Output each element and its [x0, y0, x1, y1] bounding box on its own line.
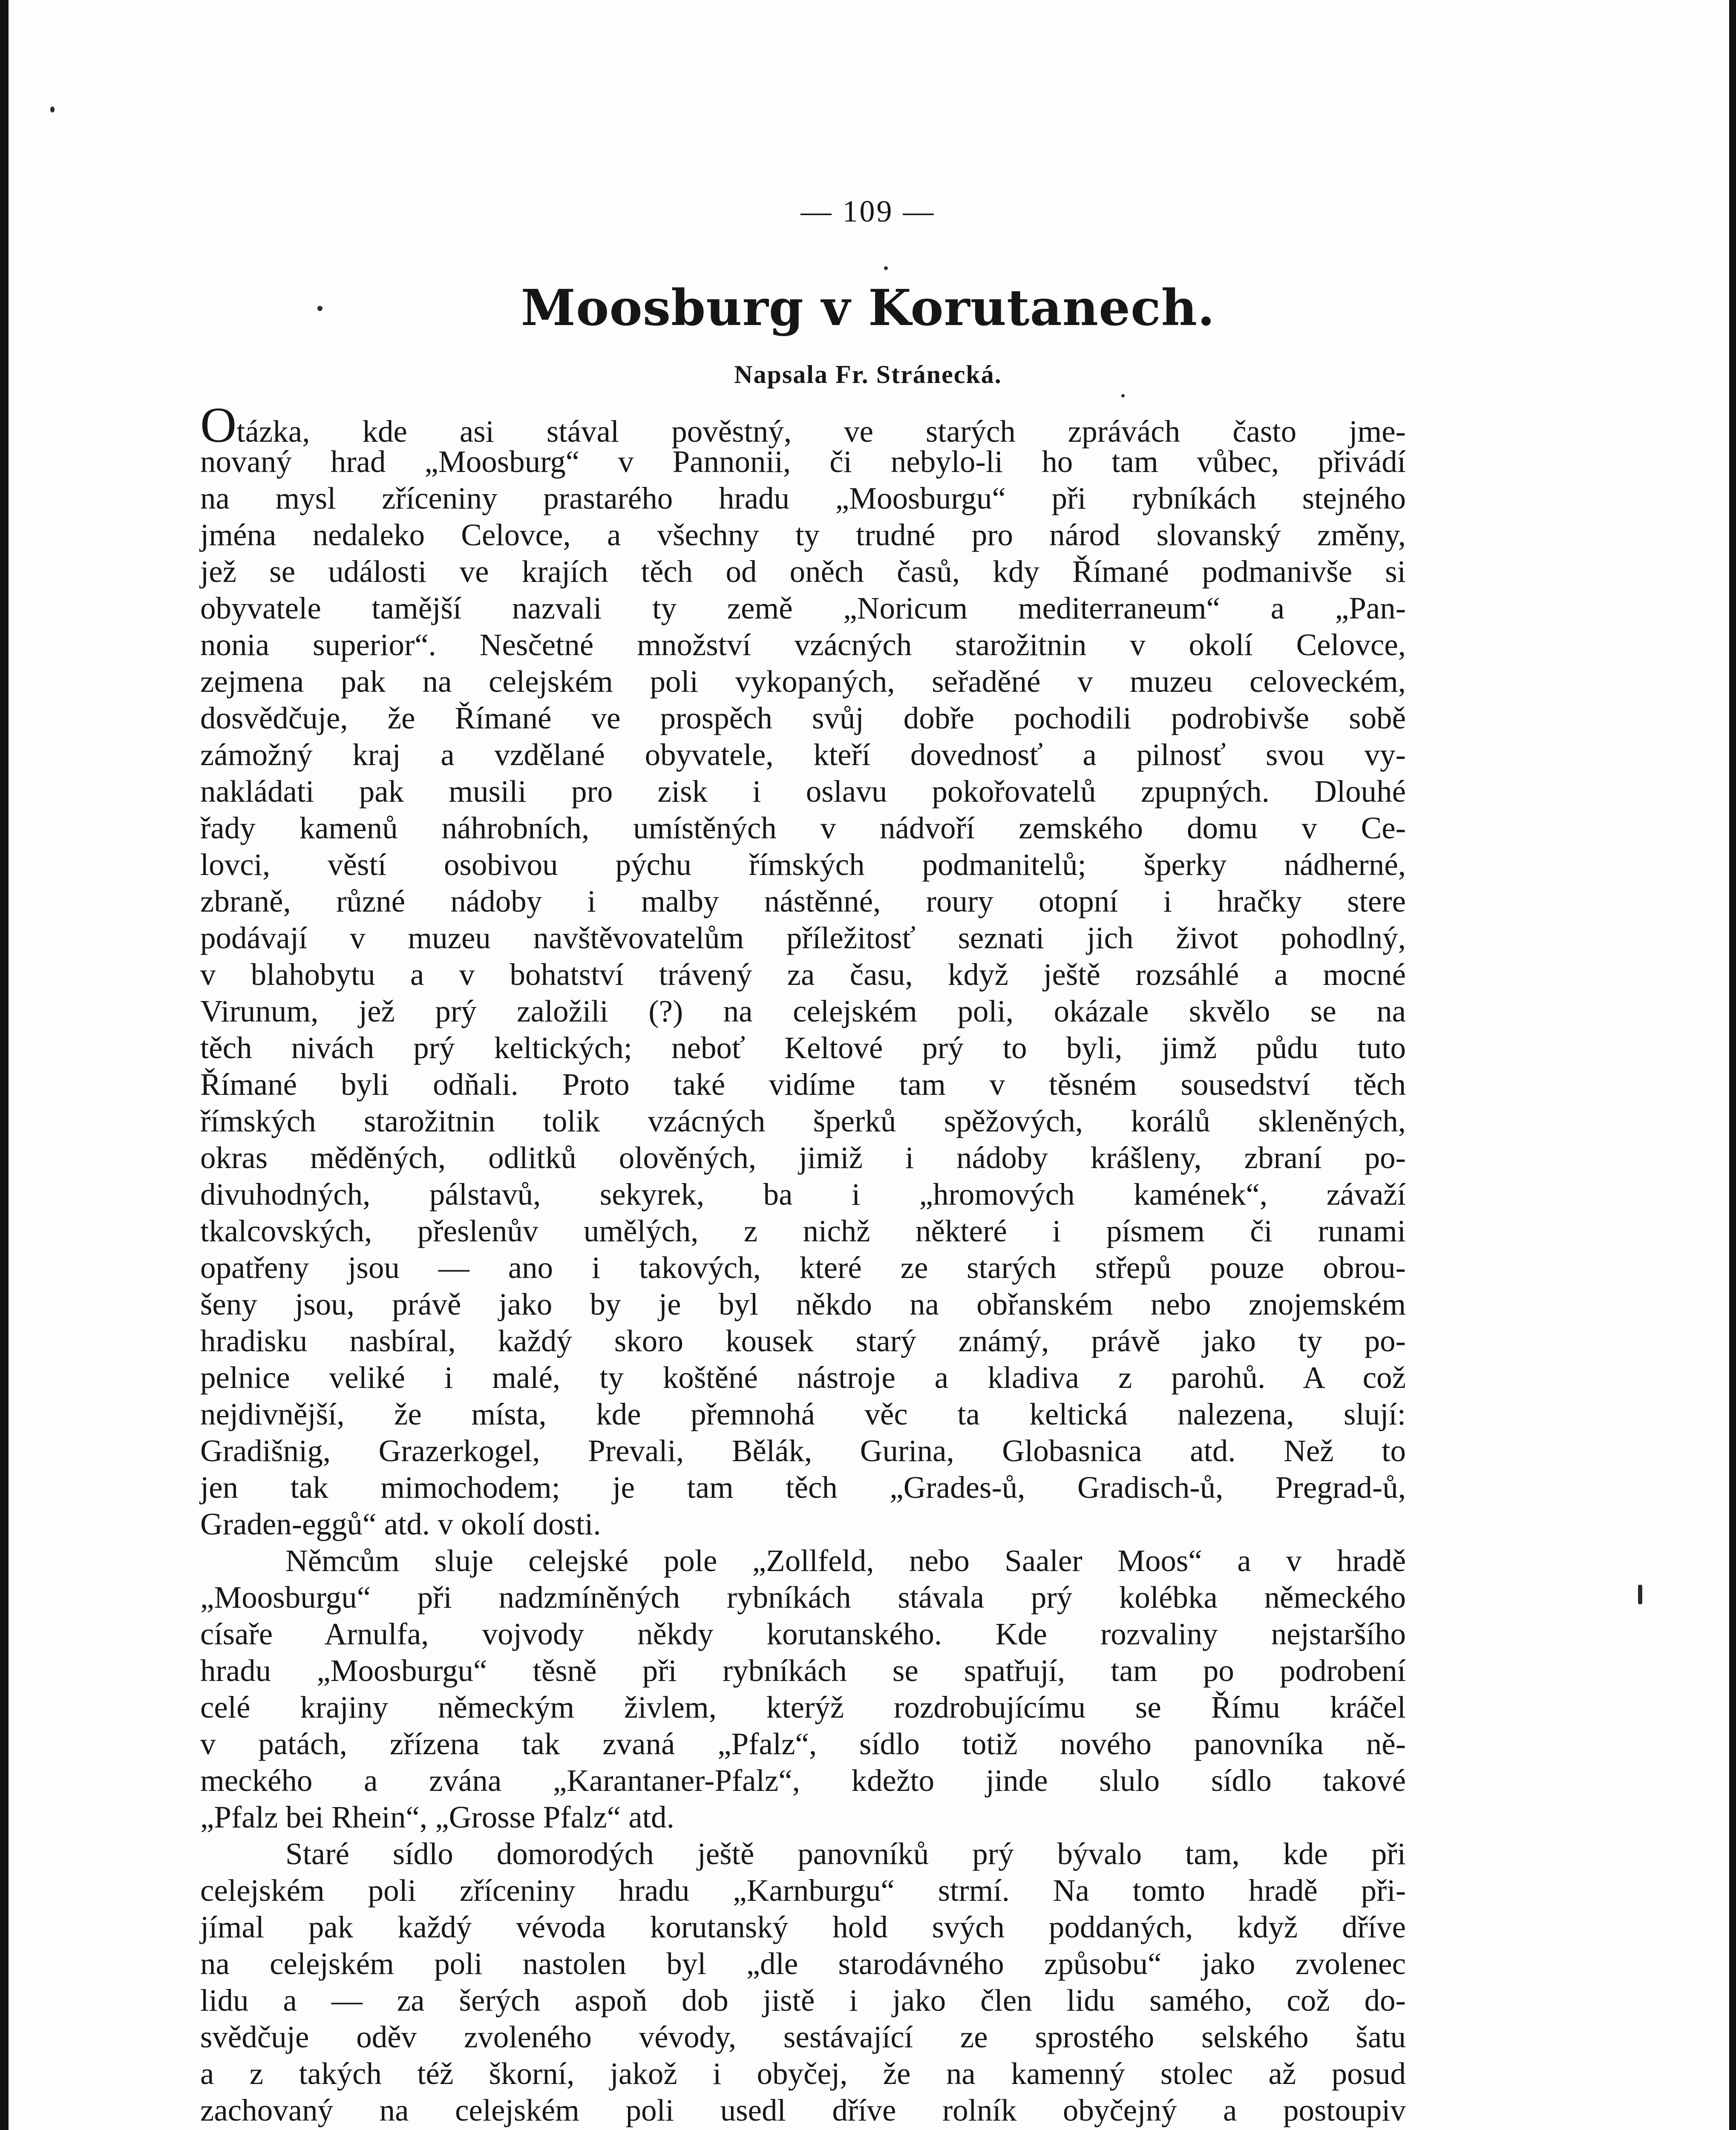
text-line: celejském poli zříceniny hradu „Karnburgu“ strmí. Na tomto hradě při- — [200, 1873, 1406, 1908]
text-line — [200, 397, 1406, 453]
text-line: opatřeny jsou — ano i takových, které ze starých střepů pouze obrou- — [200, 1250, 1406, 1285]
text-line: lidu a — za šerých aspoň dob jistě i jako člen lidu samého, což do- — [200, 1983, 1406, 2018]
text-line: Staré sídlo domorodých ještě panovníků prý bývalo tam, kde při — [285, 1836, 1406, 1871]
text-line: a z takých též škorní, jakož i obyčej, že na kamenný stolec až posud — [200, 2056, 1406, 2091]
text-line: podávají v muzeu navštěvovatelům příležitosť seznati jich život pohodlný, — [200, 921, 1406, 955]
text-line: divuhodných, pálstavů, sekyrek, ba i „hromových kamének“, závaží — [200, 1177, 1406, 1212]
text-line: dosvědčuje, že Římané ve prospěch svůj dobře pochodili podrobivše sobě — [200, 701, 1406, 735]
scan-speck — [884, 266, 888, 270]
text-line: nonia superior“. Nesčetné množství vzácných starožitnin v okolí Celovce, — [200, 627, 1406, 662]
text-line: Římané byli odňali. Proto také vidíme tam v těsném sousedství těch — [200, 1067, 1406, 1102]
article-title: Moosburg v Korutanech. — [521, 279, 1215, 337]
text-line: zachovaný na celejském poli usedl dříve rolník obyčejný a postoupiv — [200, 2093, 1406, 2127]
text-line: v blahobytu a v bohatství trávený za času, když ještě rozsáhlé a mocné — [200, 957, 1406, 992]
text-line: nejdivnější, že místa, kde přemnohá věc ta keltická nalezena, slují: — [200, 1397, 1406, 1431]
scan-speck — [1121, 394, 1125, 397]
page-number: — 109 — — [800, 194, 936, 228]
text-line: okras měděných, odlitků olověných, jimiž i nádoby krášleny, zbraní po- — [200, 1140, 1406, 1175]
text-line-content: tázka, kde asi stával pověstný, ve starých zprávách často jme- — [236, 414, 1406, 449]
text-line: jímal pak každý vévoda korutanský hold svých poddaných, když dříve — [200, 1910, 1406, 1944]
text-line: svědčuje oděv zvoleného vévody, sestávající ze sprostého selského šatu — [200, 2020, 1406, 2054]
text-line: zámožný kraj a vzdělané obyvatele, kteří dovednosť a pilnosť svou vy- — [200, 737, 1406, 772]
text-line: lovci, věstí osobivou pýchu římských podmanitelů; šperky nádherné, — [200, 847, 1406, 882]
text-line: obyvatele tamější nazvali ty země „Noricum mediterraneum“ a „Pan- — [200, 591, 1406, 625]
drop-cap: O — [200, 397, 237, 453]
author-byline: Napsala Fr. Stránecká. — [734, 360, 1002, 389]
text-line: „Pfalz bei Rhein“, „Grosse Pfalz“ atd. — [200, 1800, 674, 1834]
text-line: na celejském poli nastolen byl „dle starodávného způsobu“ jako zvolenec — [200, 1946, 1406, 1981]
text-line: těch nivách prý keltických; neboť Keltové prý to byli, jimž půdu tuto — [200, 1030, 1406, 1065]
text-line: pelnice veliké i malé, ty koštěné nástroje a kladiva z parohů. A což — [200, 1360, 1406, 1395]
text-line: zbraně, různé nádoby i malby nástěnné, roury otopní i hračky stere — [200, 884, 1406, 918]
text-line: tkalcovských, přeslenův umělých, z nichž některé i písmem či runami — [200, 1214, 1406, 1248]
text-line: římských starožitnin tolik vzácných šperků spěžových, korálů skleněných, — [200, 1104, 1406, 1138]
text-line: „Moosburgu“ při nadzmíněných rybníkách stávala prý kolébka německého — [200, 1580, 1406, 1615]
text-line: novaný hrad „Moosburg“ v Pannonii, či nebylo-li ho tam vůbec, přivádí — [200, 444, 1406, 479]
text-line: císaře Arnulfa, vojvody někdy korutanského. Kde rozvaliny nejstaršího — [200, 1617, 1406, 1651]
text-line: na mysl zříceniny prastarého hradu „Moosburgu“ při rybníkách stejného — [200, 481, 1406, 515]
text-line: řady kamenů náhrobních, umístěných v nádvoří zemského domu v Ce- — [200, 811, 1406, 845]
text-line: Graden-eggů“ atd. v okolí dosti. — [200, 1507, 601, 1541]
text-line: meckého a zvána „Karantaner-Pfalz“, kdežto jinde slulo sídlo takové — [200, 1763, 1406, 1798]
text-line: jež se události ve krajích těch od oněch časů, kdy Římané podmanivše si — [200, 554, 1406, 589]
text-line: Virunum, jež prý založili (?) na celejském poli, okázale skvělo se na — [200, 994, 1406, 1028]
text-line: jen tak mimochodem; je tam těch „Grades-ů, Gradisch-ů, Pregrad-ů, — [200, 1470, 1406, 1505]
text-line: šeny jsou, právě jako by je byl někdo na obřanském nebo znojemském — [200, 1287, 1406, 1321]
text-line: hradu „Moosburgu“ těsně při rybníkách se spatřují, tam po podrobení — [200, 1653, 1406, 1688]
text-line: celé krajiny německým živlem, kterýž rozdrobujícímu se Římu kráčel — [200, 1690, 1406, 1724]
scan-speck — [50, 106, 55, 112]
text-line: zejmena pak na celejském poli vykopaných, seřaděné v muzeu celoveckém, — [200, 664, 1406, 699]
text-line: v patách, zřízena tak zvaná „Pfalz“, sídlo totiž nového panovníka ně- — [200, 1727, 1406, 1761]
text-line: Gradišnig, Grazerkogel, Prevali, Bělák, Gurina, Globasnica atd. Než to — [200, 1433, 1406, 1468]
scan-speck — [1638, 1585, 1642, 1604]
article-body — [200, 397, 1406, 2129]
text-line: jména nedaleko Celovce, a všechny ty trudné pro národ slovanský změny, — [200, 518, 1406, 552]
text-line: hradisku nasbíral, každý skoro kousek starý známý, právě jako ty po- — [200, 1324, 1406, 1358]
text-line: nakládati pak musili pro zisk i oslavu pokořovatelů zpupných. Dlouhé — [200, 774, 1406, 809]
text-line: Němcům sluje celejské pole „Zollfeld, nebo Saaler Moos“ a v hradě — [285, 1543, 1406, 1578]
